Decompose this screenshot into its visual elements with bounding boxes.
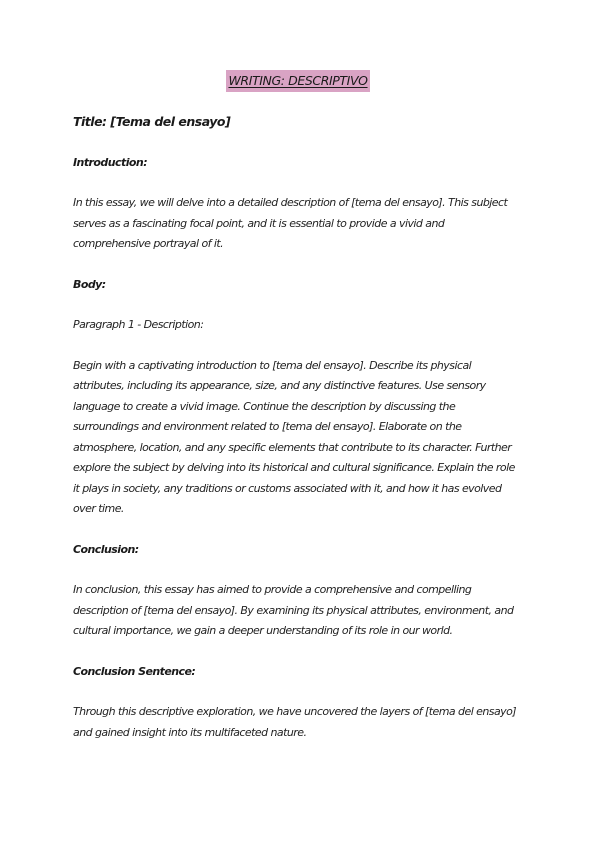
document-heading: WRITING: DESCRIPTIVO — [226, 70, 369, 92]
document-content — [73, 70, 523, 763]
conclusion-sentence-text: Through this descriptive exploration, we have uncovered the layers of [tema del ensayo] and gained insight into its multifaceted nature. — [73, 705, 517, 739]
introduction-label: Introduction: — [73, 155, 148, 169]
heading-wrapper — [73, 70, 523, 94]
introduction-text: In this essay, we will delve into a detailed description of [tema del ensayo]. This subject serves as a fascinating focal point, and it is essential to provide a vivid and comprehensive portrayal of it. — [73, 196, 508, 250]
body-label: Body: — [73, 277, 106, 291]
paragraph-1-label: Paragraph 1 - Description: — [73, 318, 204, 331]
conclusion-label: Conclusion: — [73, 542, 139, 556]
essay-title: Title: [Tema del ensayo] — [73, 114, 231, 129]
conclusion-text: In conclusion, this essay has aimed to provide a comprehensive and compelling description of [tema del ensayo]. By examining its physical attributes, environment, and cultural importance, we gain a deeper understanding of its role in our world. — [73, 583, 514, 637]
conclusion-sentence-label: Conclusion Sentence: — [73, 664, 196, 678]
body-text: Begin with a captivating introduction to [tema del ensayo]. Describe its physical attributes, including its appearance, size, and any distinctive features. Use sensory language to create a vivid image. Continue the description by discussing the surroundings and environment related to [tema del ensayo]. Elaborate on the atmosphere, location, and any specific elements that contribute to its character. Further explore the subject by delving into its historical and cultural significance. Explain the role it plays in society, any traditions or customs associated with it, and how it has evolved over time. — [73, 358, 515, 515]
